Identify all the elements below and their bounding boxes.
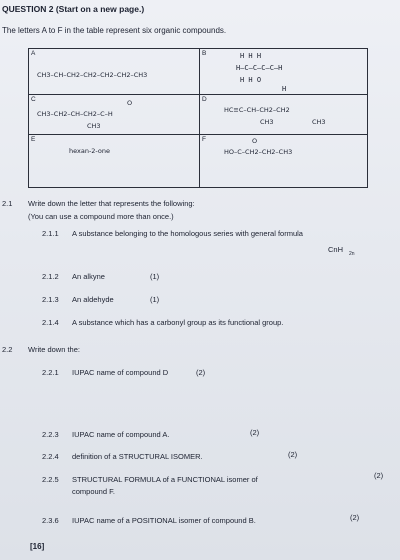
q236-text: IUPAC name of a POSITIONAL isomer of compound B. (72, 516, 256, 525)
general-formula-sub: 2n (349, 250, 355, 257)
formula-f-over: O (252, 137, 258, 145)
formula-e: hexan-2-one (69, 147, 110, 155)
formula-f: HO–C–CH2–CH2–CH3 (224, 148, 293, 156)
general-formula-main: CnH (328, 245, 344, 254)
question-heading: QUESTION 2 (Start on a new page.) (2, 4, 145, 14)
formula-c-over: O (127, 99, 133, 107)
q224-num: 2.2.4 (42, 452, 59, 461)
formula-d: HC≡C–CH–CH2–CH2 (224, 106, 290, 114)
q221-num: 2.2.1 (42, 368, 59, 377)
q214-num: 2.1.4 (42, 318, 59, 327)
q223-text: IUPAC name of compound A. (72, 430, 170, 439)
formula-b-top: H H H (240, 52, 262, 60)
q213-text: An aldehyde (72, 295, 114, 304)
q221-mark: (2) (196, 368, 206, 377)
q21-note: (You can use a compound more than once.) (28, 212, 174, 221)
q236-mark: (2) (350, 513, 360, 522)
cell-e (29, 135, 200, 188)
cell-c (29, 95, 200, 135)
q236-num: 2.3.6 (42, 516, 59, 525)
q224-mark: (2) (288, 450, 298, 459)
label-c: C (31, 96, 36, 103)
q225-text: STRUCTURAL FORMULA of a FUNCTIONAL isomer of (72, 475, 258, 484)
formula-d-sub1: CH3 (260, 118, 274, 126)
q213-mark: (1) (150, 295, 160, 304)
q223-num: 2.2.3 (42, 430, 59, 439)
q212-num: 2.1.2 (42, 272, 59, 281)
q225-text2: compound F. (72, 487, 115, 496)
label-a: A (31, 50, 36, 57)
label-b: B (202, 50, 207, 57)
q211-text: A substance belonging to the homologous series with general formula (72, 229, 303, 238)
label-e: E (31, 136, 36, 143)
q214-text: A substance which has a carbonyl group as its functional group. (72, 318, 284, 327)
q225-num: 2.2.5 (42, 475, 59, 484)
formula-a: CH3–CH–CH2–CH2–CH2–CH2–CH3 (37, 71, 148, 79)
formula-b-bot2: H (282, 85, 287, 93)
cell-a (29, 49, 200, 95)
label-d: D (202, 96, 207, 103)
q212-text: An alkyne (72, 272, 105, 281)
formula-d-sub2: CH3 (312, 118, 326, 126)
formula-c-sub: CH3 (87, 122, 101, 130)
formula-c: CH3–CH2–CH–CH2–C–H (37, 110, 113, 118)
general-formula (328, 245, 355, 257)
q213-num: 2.1.3 (42, 295, 59, 304)
q22-num: 2.2 (2, 345, 13, 354)
q223-mark: (2) (250, 428, 260, 437)
cell-d (200, 95, 368, 135)
cell-f (200, 135, 368, 188)
q21-text: Write down the letter that represents the following: (28, 199, 195, 208)
formula-b-bot: H H O (240, 76, 262, 84)
q22-text: Write down the: (28, 345, 80, 354)
label-f: F (202, 136, 206, 143)
q224-text: definition of a STRUCTURAL ISOMER. (72, 452, 203, 461)
formula-b-mid: H–C–C–C–C–H (236, 64, 283, 72)
q225-mark: (2) (374, 471, 384, 480)
q211-num: 2.1.1 (42, 229, 59, 238)
q21-num: 2.1 (2, 199, 13, 208)
q221-text: IUPAC name of compound D (72, 368, 169, 377)
cell-b (200, 49, 368, 95)
compounds-table (28, 48, 368, 188)
total-marks: [16] (30, 542, 45, 551)
question-intro: The letters A to F in the table represent six organic compounds. (2, 26, 227, 35)
q212-mark: (1) (150, 272, 160, 281)
